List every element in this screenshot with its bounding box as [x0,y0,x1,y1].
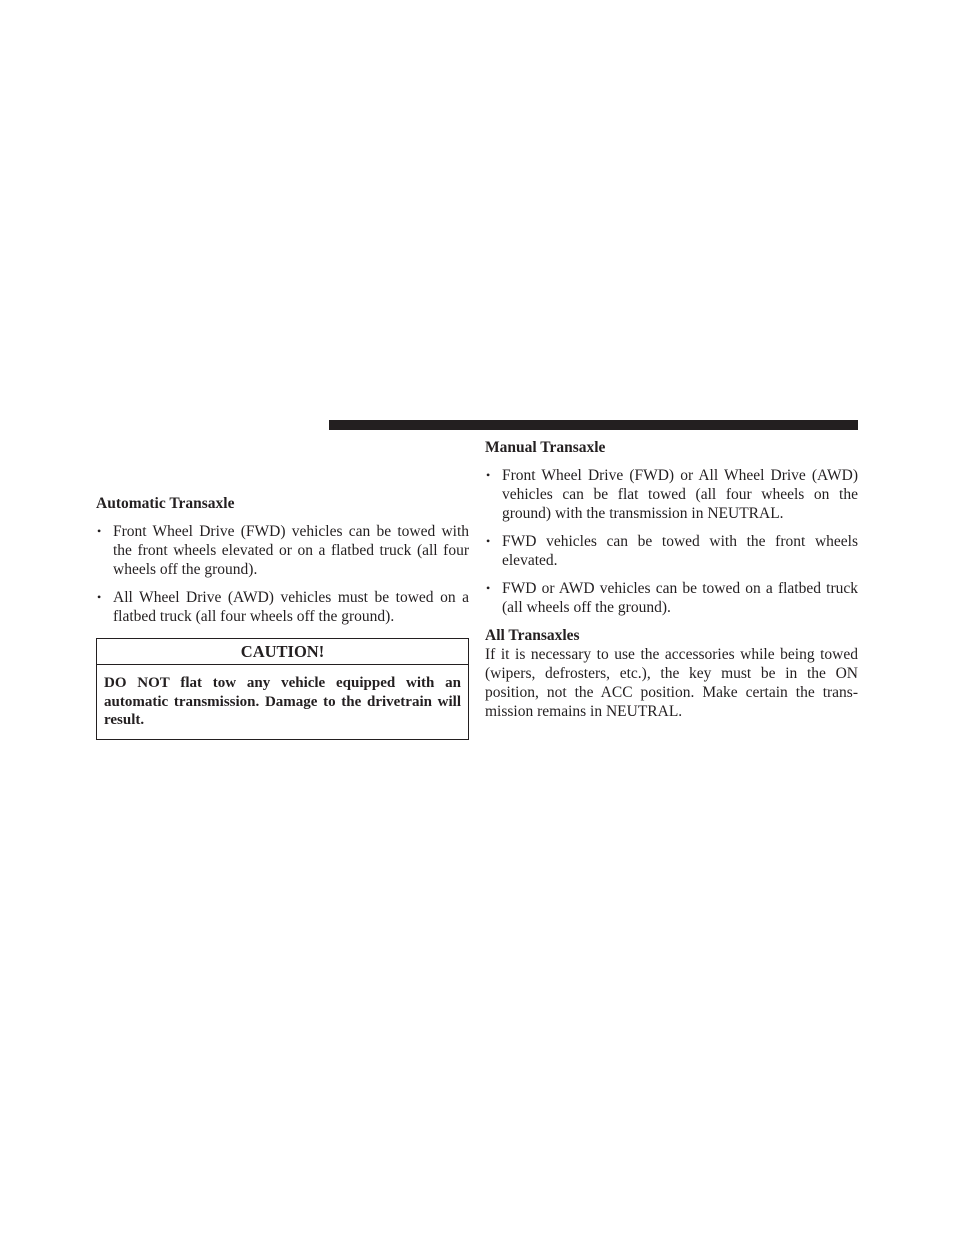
all-transaxles-heading: All Transaxles [485,627,580,644]
bullet-icon: • [486,468,491,482]
automatic-transaxle-heading: Automatic Transaxle [96,495,235,512]
manual-transaxle-heading: Manual Transaxle [485,439,606,456]
list-item [485,579,858,617]
left-column [96,494,469,740]
list-item [485,466,858,523]
manual-transaxle-list [485,466,858,617]
header-rule-bar [329,420,858,430]
list-item [485,532,858,570]
list-item [96,522,469,579]
all-transaxles-paragraph: If it is necessary to use the accessories while being towed (wipers, defrosters, etc.), the key must be in the ON position, not the ACC position. Make certain the trans-mission remains in NEUTRAL. [485,646,858,720]
caution-title: CAUTION! [97,639,468,665]
list-item-text: Front Wheel Drive (FWD) or All Wheel Drive (AWD) vehicles can be flat towed (all four wheels on the ground) with the transmission in NEUTRAL. [502,467,858,522]
list-item-text: FWD or AWD vehicles can be towed on a flatbed truck (all wheels off the ground). [502,580,858,616]
list-item-text: All Wheel Drive (AWD) vehicles must be towed on a flatbed truck (all four wheels off the ground). [113,589,469,625]
list-item-text: FWD vehicles can be towed with the front wheels elevated. [502,533,858,569]
bullet-icon: • [486,534,491,548]
automatic-transaxle-list [96,522,469,626]
bullet-icon: • [97,590,102,604]
caution-body: DO NOT flat tow any vehicle equipped with an automatic transmission. Damage to the drivetrain will result. [104,675,461,728]
caution-box [96,638,469,740]
right-column [485,438,858,721]
bullet-icon: • [97,524,102,538]
bullet-icon: • [486,581,491,595]
list-item [96,588,469,626]
list-item-text: Front Wheel Drive (FWD) vehicles can be towed with the front wheels elevated or on a flatbed truck (all four wheels off the ground). [113,523,469,578]
